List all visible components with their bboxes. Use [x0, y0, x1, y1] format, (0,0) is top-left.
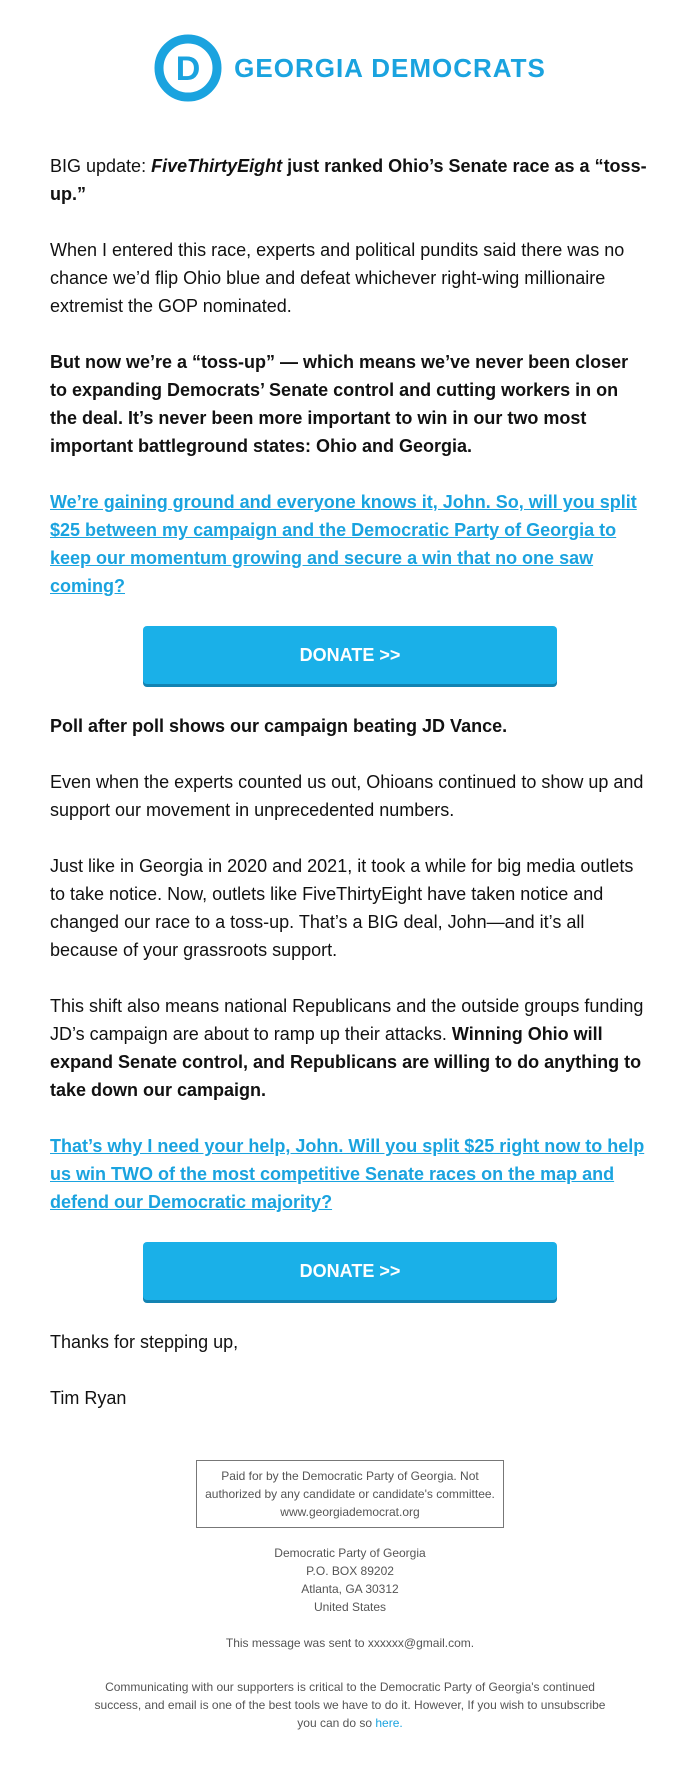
donate-button-row-1	[50, 626, 650, 684]
paragraph-experts: Even when the experts counted us out, Ohioans continued to show up and support our movement in unprecedented numbers.	[50, 772, 644, 820]
donate-ask-1	[50, 488, 650, 600]
paragraph-toss-up-bold: But now we’re a “toss-up” — which means we’ve never been closer to expanding Democrats’ Senate control and cutting workers in on the deal. It’s never been more important to win in our two most important battleground states: Ohio and Georgia.	[50, 352, 629, 456]
address-line: P.O. BOX 89202	[306, 1564, 394, 1578]
signature: Tim Ryan	[50, 1388, 127, 1408]
paid-for-disclaimer	[196, 1460, 504, 1528]
disclaimer-line: authorized by any candidate or candidate's committee.	[205, 1487, 495, 1501]
email-footer	[0, 1460, 700, 1732]
address-line: Democratic Party of Georgia	[274, 1546, 426, 1560]
donate-button-row-2	[50, 1242, 650, 1300]
thanks-line: Thanks for stepping up,	[50, 1332, 239, 1352]
unsubscribe-notice	[90, 1678, 610, 1732]
intro-prefix: BIG update:	[50, 156, 152, 176]
address-line: United States	[313, 1600, 387, 1614]
unsubscribe-link[interactable]: here.	[375, 1716, 403, 1730]
logo-wordmark: GEORGIA DEMOCRATS	[234, 52, 546, 83]
intro-fivethirtyeight: FiveThirtyEight	[151, 156, 283, 176]
donate-ask-2	[50, 1132, 650, 1216]
disclaimer-line: Paid for by the Democratic Party of Georgia. Not	[221, 1469, 479, 1483]
d-circle-logo-icon	[154, 34, 222, 102]
paragraph-poll: Poll after poll shows our campaign beating JD Vance.	[50, 716, 508, 736]
intro-toss-up: just ranked Ohio’s Senate race as a “toss-up.”	[50, 156, 647, 204]
email-body	[0, 152, 700, 1412]
intro-paragraph	[50, 152, 650, 208]
paragraph-media: Just like in Georgia in 2020 and 2021, it took a while for big media outlets to take notice. Now, outlets like FiveThirtyEight have taken notice and changed our race to a toss-up. That’s a BIG deal, John—and it’s all because of your grassroots support.	[50, 856, 634, 960]
logo-letter: D	[175, 50, 201, 88]
unsubscribe-text: Communicating with our supporters is critical to the Democratic Party of Georgia's continued success, and email is one of the best tools we have to do it. However, If you wish to unsubscribe you can do so	[94, 1680, 606, 1730]
donate-button-2[interactable]: DONATE >>	[143, 1242, 557, 1300]
donate-ask-link-1[interactable]: We’re gaining ground and everyone knows it, John. So, will you split $25 between my campaign and the Democratic Party of Georgia to keep our momentum growing and secure a win that no one saw coming?	[50, 492, 637, 596]
georgia-democrats-logo[interactable]	[154, 34, 546, 102]
address-line: Atlanta, GA 30312	[301, 1582, 399, 1596]
paragraph-republicans-normal: This shift also means national Republicans and the outside groups funding JD’s campaign are about to ramp up their attacks.	[50, 996, 644, 1044]
paragraph-republicans	[50, 992, 650, 1104]
sent-to-notice: This message was sent to xxxxxx@gmail.com.	[225, 1636, 475, 1650]
email-header	[0, 0, 700, 136]
paragraph-republicans-bold: Winning Ohio will expand Senate control, and Republicans are willing to do anything to take down our campaign.	[50, 1024, 642, 1100]
mailing-address	[0, 1544, 700, 1616]
disclaimer-website[interactable]: www.georgiademocrat.org	[280, 1505, 420, 1519]
donate-button-1[interactable]: DONATE >>	[143, 626, 557, 684]
paragraph-race-entry: When I entered this race, experts and political pundits said there was no chance we’d flip Ohio blue and defeat whichever right-wing millionaire extremist the GOP nominated.	[50, 240, 625, 316]
donate-ask-link-2[interactable]: That’s why I need your help, John. Will you split $25 right now to help us win TWO of the most competitive Senate races on the map and defend our Democratic majority?	[50, 1136, 645, 1212]
